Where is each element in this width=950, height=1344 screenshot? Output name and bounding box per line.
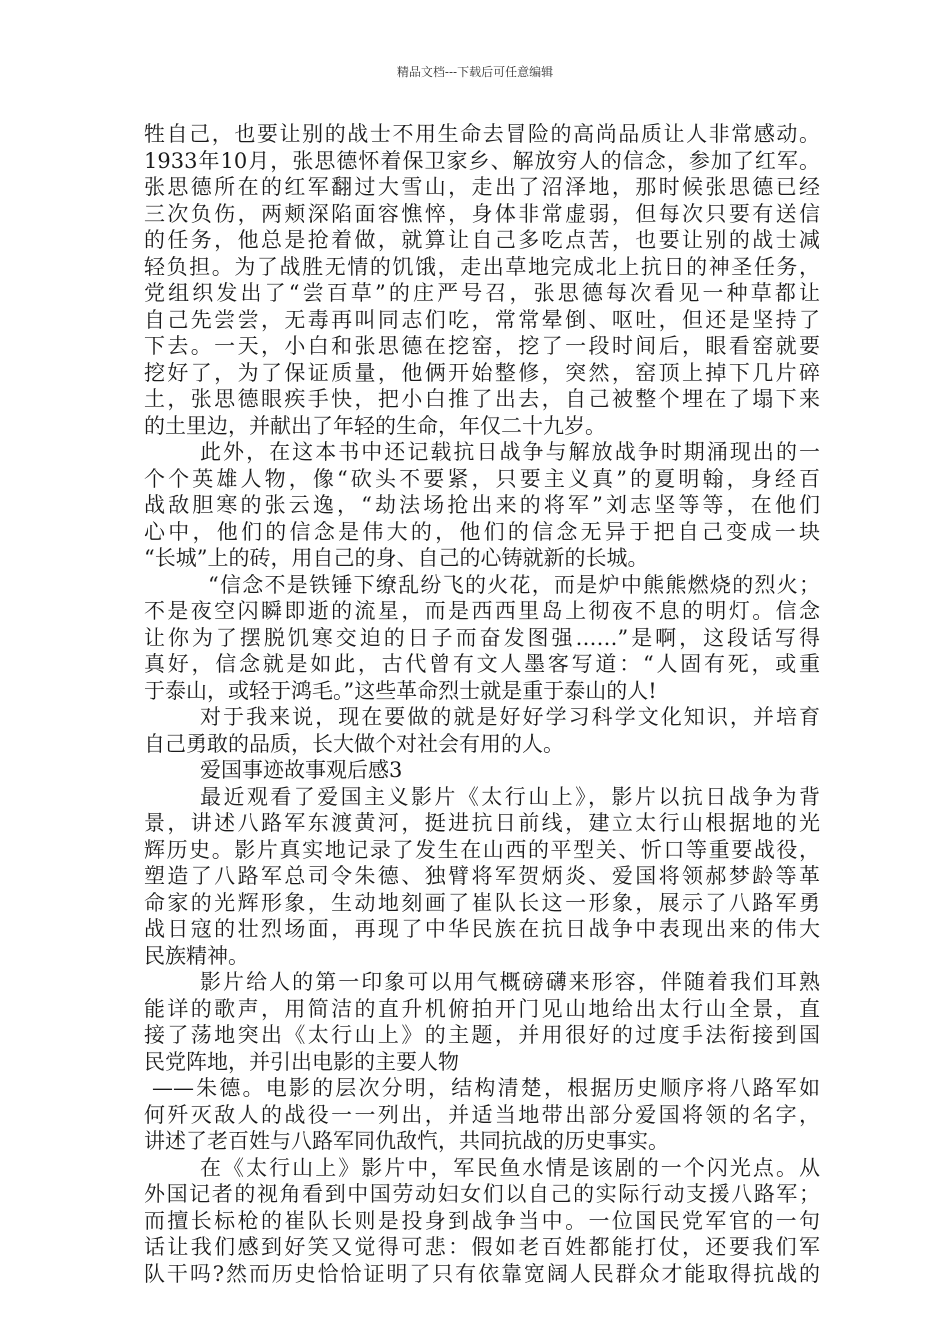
text-line: 的土里边，并献出了年轻的生命，年仅二十九岁。 <box>144 413 606 438</box>
page-header: 精品文档---下载后可任意编辑 <box>396 65 554 79</box>
text-line: 此外，在这本书中还记载抗日战争与解放战争时期涌现出的一 <box>200 440 820 464</box>
text-line: 挖好了，为了保证质量，他俩开始整修，突然，窑顶上掉下几片碎 <box>144 360 820 385</box>
text-line: 土，张思德眼疾手快，把小白推了出去，自己被整个埋在了塌下来 <box>144 387 820 411</box>
text-line: “信念不是铁锤下缭乱纷飞的火花，而是炉中熊熊燃烧的烈火； <box>208 572 820 597</box>
text-line: 景，讲述八路军东渡黄河，挺进抗日前线，建立太行山根据地的光 <box>144 811 820 835</box>
text-line: 外国记者的视角看到中国劳动妇女们以自己的实际行动支援八路军； <box>144 1182 820 1206</box>
text-line: 队干吗?然而历史恰恰证明了只有依靠宽阔人民群众才能取得抗战的 <box>144 1261 820 1286</box>
text-line: 自己勇敢的品质，长大做个对社会有用的人。 <box>144 731 564 756</box>
text-line: 对于我来说，现在要做的就是好好学习科学文化知识，并培育 <box>200 705 820 729</box>
section-heading: 爱国事迹故事观后感3 <box>200 758 403 782</box>
text-line: 辉历史。影片真实地记录了发生在山西的平型关、忻口等重要战役， <box>144 837 820 862</box>
text-line: 真好，信念就是如此，古代曾有文人墨客写道：“人固有死，或重 <box>144 652 820 676</box>
text-line: 下去。一天，小白和张思德在挖窑，挖了一段时间后，眼看窑就要 <box>144 334 820 358</box>
text-line: 而擅长标枪的崔队长则是投身到战争当中。一位国民党军官的一句 <box>144 1208 820 1233</box>
text-line: 自己先尝尝，无毒再叫同志们吃，常常晕倒、呕吐，但还是坚持了 <box>144 307 820 332</box>
text-line: 接了荡地突出《太行山上》的主题，并用很好的过度手法衔接到国 <box>144 1023 820 1047</box>
text-line: 于泰山，或轻于鸿毛。”这些革命烈士就是重于泰山的人! <box>144 678 657 703</box>
text-line: “长城”上的砖，用自己的身、自己的心铸就新的长城。 <box>144 546 649 570</box>
text-line: 讲述了老百姓与八路军同仇敌忾，共同抗战的历史事实。 <box>144 1129 669 1153</box>
text-line: 让你为了摆脱饥寒交迫的日子而奋发图强……”是啊，这段话写得 <box>144 625 820 650</box>
text-line: 民族精神。 <box>144 943 249 968</box>
text-line: 的任务，他总是抢着做，就算让自己多吃点苦，也要让别的战士减 <box>144 228 820 252</box>
text-line: 不是夜空闪瞬即逝的流星，而是西西里岛上彻夜不息的明灯。信念 <box>144 599 820 623</box>
text-line: 1933年10月，张思德怀着保卫家乡、解放穷人的信念，参加了红军。 <box>144 148 820 173</box>
document-body <box>144 121 820 1287</box>
text-line: 张思德所在的红军翻过大雪山，走出了沼泽地，那时候张思德已经 <box>144 175 820 199</box>
text-line: 民党阵地，并引出电影的主要人物 <box>144 1049 459 1074</box>
text-line: 命家的光辉形象，生动地刻画了崔队长这一形象，展示了八路军勇 <box>144 890 820 915</box>
text-line: 个个英雄人物，像“砍头不要紧，只要主义真”的夏明翰，身经百 <box>144 466 820 491</box>
text-line: 战敌胆寒的张云逸，“劫法场抢出来的将军”刘志坚等等，在他们 <box>144 493 820 517</box>
text-line: 塑造了八路军总司令朱德、独臂将军贺炳炎、爱国将领郝梦龄等革 <box>144 864 820 888</box>
text-line: 轻负担。为了战胜无情的饥饿，走出草地完成北上抗日的神圣任务， <box>144 254 820 279</box>
text-line: 心中，他们的信念是伟大的，他们的信念无异于把自己变成一块 <box>144 519 820 544</box>
text-line: 何歼灭敌人的战役一一列出，并适当地带出部分爱国将领的名字， <box>144 1102 820 1127</box>
text-line: 战日寇的壮烈场面，再现了中华民族在抗日战争中表现出来的伟大 <box>144 917 820 941</box>
text-line: 最近观看了爱国主义影片《太行山上》，影片以抗日战争为背 <box>200 784 820 809</box>
text-line: 影片给人的第一印象可以用气概磅礴来形容，伴随着我们耳熟 <box>200 970 820 994</box>
text-line: ——朱德。电影的层次分明，结构清楚，根据历史顺序将八路军如 <box>152 1076 820 1100</box>
text-line: 牲自己，也要让别的战士不用生命去冒险的高尚品质让人非常感动。 <box>144 122 820 146</box>
text-line: 党组织发出了“尝百草”的庄严号召，张思德每次看见一种草都让 <box>144 281 820 305</box>
text-line: 在《太行山上》影片中，军民鱼水情是该剧的一个闪光点。从 <box>200 1155 820 1180</box>
text-line: 三次负伤，两颊深陷面容憔悴，身体非常虚弱，但每次只要有送信 <box>144 201 820 226</box>
text-line: 话让我们感到好笑又觉得可悲：假如老百姓都能打仗，还要我们军 <box>144 1235 820 1259</box>
text-line: 能详的歌声，用简洁的直升机俯拍开门见山地给出太行山全景，直 <box>144 996 820 1021</box>
